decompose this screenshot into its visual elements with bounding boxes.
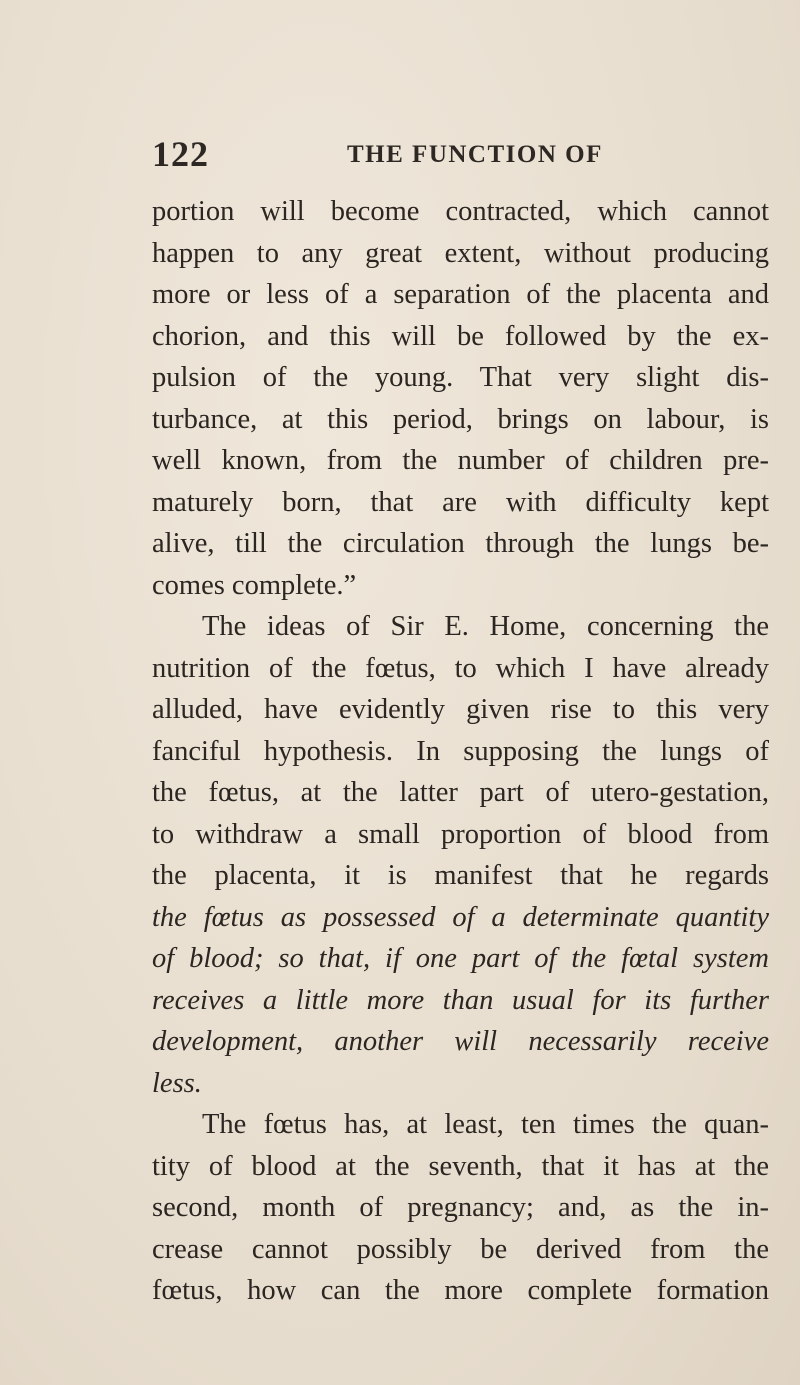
text-line: fœtus, how can the more complete formation [152,1275,769,1306]
text-line: tity of blood at the seventh, that it has at the [152,1150,769,1182]
paragraph-start-line: The fœtus has, at least, ten times the quan- [202,1109,769,1140]
text-line: the placenta, it is manifest that he regards [152,860,769,891]
text-line: chorion, and this will be followed by the ex- [152,320,769,352]
text-line: happen to any great extent, without producing [152,237,769,269]
text-line: well known, from the number of children pre- [152,445,769,476]
text-line: comes complete.” [152,569,357,601]
text-line: alive, till the circulation through the lungs be- [152,528,769,559]
text-line: more or less of a separation of the placenta and [152,279,769,310]
italic-text-line: receives a little more than usual for its further [152,984,769,1016]
text-line: portion will become contracted, which cannot [152,196,769,227]
text-line: the fœtus, at the latter part of utero-gestation, [152,777,769,808]
page-header [0,133,800,183]
running-head: THE FUNCTION OF [347,141,603,168]
italic-text-line: of blood; so that, if one part of the fœtal system [152,943,769,974]
text-line: maturely born, that are with difficulty kept [152,486,769,518]
italic-text-line: less. [152,1067,202,1099]
text-line: turbance, at this period, brings on labour, is [152,403,769,435]
paragraph-start-line: The ideas of Sir E. Home, concerning the [202,611,769,642]
text-line: alluded, have evidently given rise to this very [152,694,769,725]
text-line: second, month of pregnancy; and, as the in- [152,1192,769,1223]
text-line: fanciful hypothesis. In supposing the lungs of [152,735,769,767]
text-line: crease cannot possibly be derived from the [152,1233,769,1265]
body-text [152,191,769,1312]
text-line: pulsion of the young. That very slight dis- [152,362,769,393]
page-number: 122 [152,134,209,174]
italic-text-line: the fœtus as possessed of a determinate quantity [152,901,769,933]
text-line: nutrition of the fœtus, to which I have already [152,652,769,684]
text-line: to withdraw a small proportion of blood from [152,818,769,850]
italic-text-line: development, another will necessarily receive [152,1026,769,1057]
